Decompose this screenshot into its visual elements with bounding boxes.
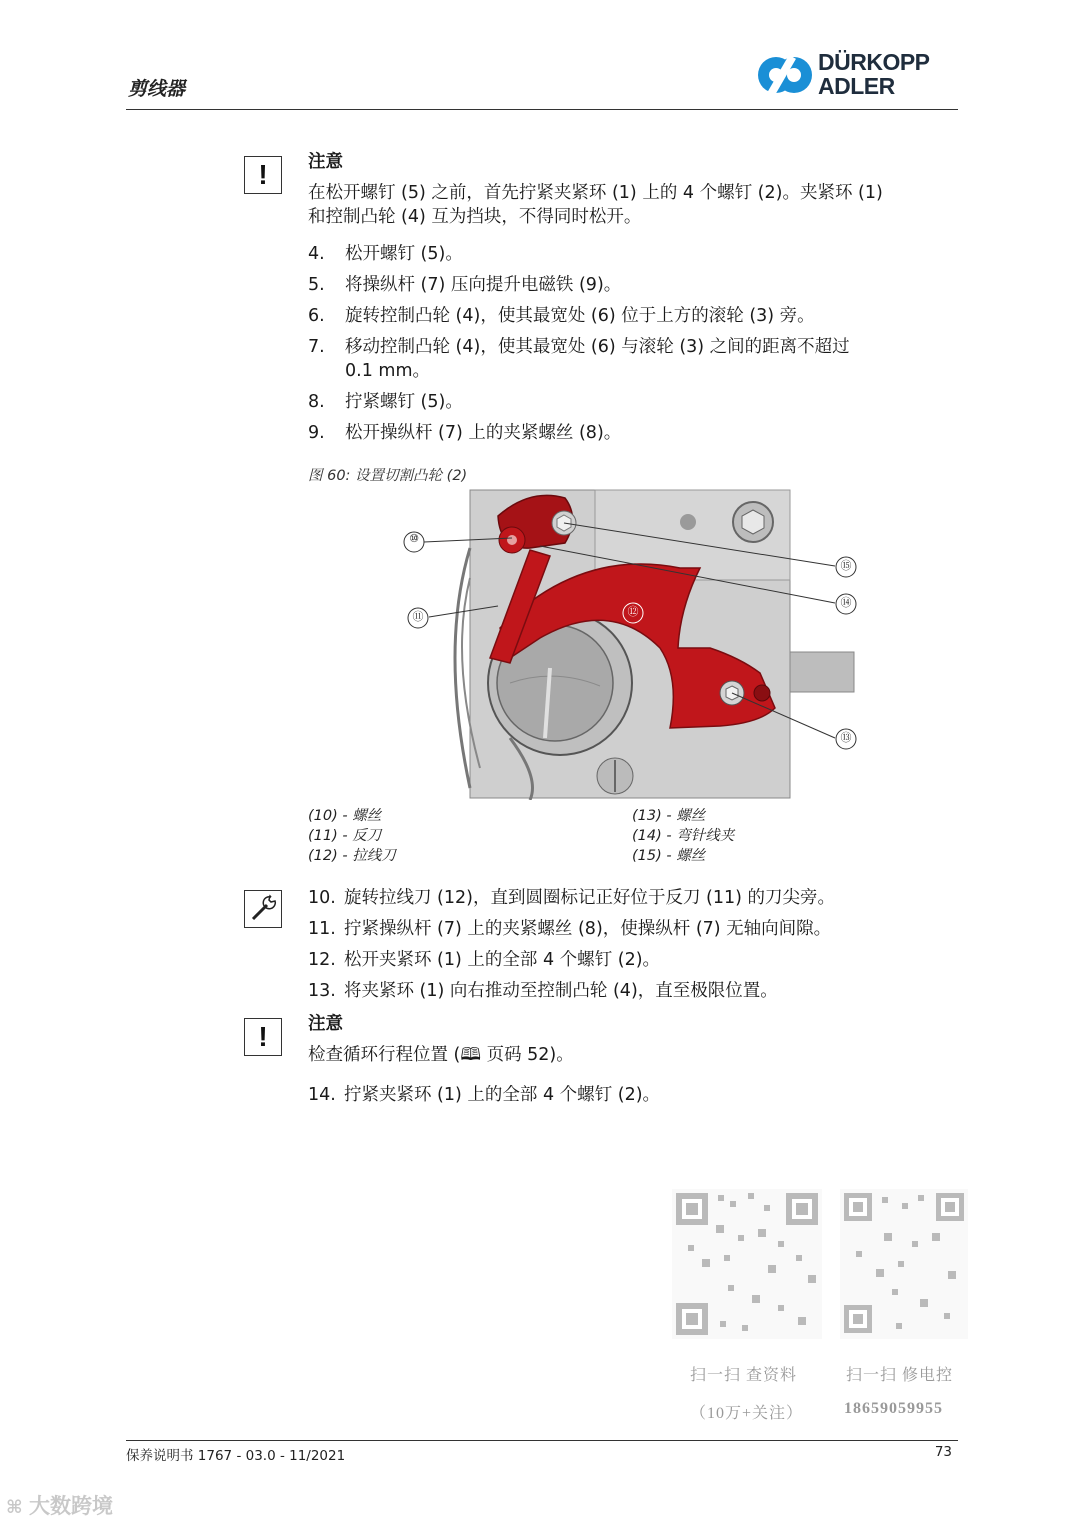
- legend-left: [308, 806, 396, 866]
- step-number: 6.: [308, 306, 325, 326]
- machine-diagram: [380, 488, 860, 800]
- step-item: [308, 917, 934, 941]
- step-item: [308, 948, 934, 972]
- warning-icon: !: [244, 156, 282, 194]
- step-item: [308, 273, 935, 297]
- step-item: [308, 421, 935, 445]
- logo-line1: DÜRKOPP: [818, 49, 930, 75]
- step-number: 5.: [308, 275, 325, 295]
- step-number: 14.: [308, 1085, 336, 1105]
- step-number: 13.: [308, 981, 336, 1001]
- document-id: 保养说明书 1767 - 03.0 - 11/2021: [126, 1448, 346, 1464]
- step-number: 8.: [308, 392, 325, 412]
- step-item: [308, 304, 935, 328]
- step-text: 旋转拉线刀 (12)，直到圆圈标记正好位于反刀 (11) 的刀尖旁。: [344, 888, 836, 908]
- step-item: [308, 886, 934, 910]
- legend-item: (11) - 反刀: [308, 828, 382, 844]
- callout-14-label: ⑭: [840, 596, 852, 609]
- qr-left-line2: （10万+关注）: [690, 1405, 804, 1422]
- book-icon: 🕮: [460, 1045, 482, 1065]
- step-item: [308, 390, 935, 414]
- step-text: 将操纵杆 (7) 压向提升电磁铁 (9)。: [345, 275, 622, 295]
- step-number: 11.: [308, 919, 336, 939]
- brand-logo: [756, 50, 952, 100]
- step-number: 10.: [308, 888, 336, 908]
- thread-trimmer-figure: [380, 488, 860, 800]
- callout-12-label: ⑫: [627, 605, 639, 618]
- note-title: 注意: [308, 152, 343, 172]
- logo-text: [818, 50, 930, 98]
- note-text-line1: 在松开螺钉 (5) 之前，首先拧紧夹紧环 (1) 上的 4 个螺钉 (2)。夹紧环 (1): [308, 183, 883, 203]
- section-title: 剪线器: [128, 78, 186, 100]
- page-header: [126, 40, 958, 110]
- qr-left-line1: 扫一扫 查资料: [690, 1367, 798, 1384]
- step-number: 9.: [308, 423, 325, 443]
- callout-11-label: ⑪: [412, 610, 424, 623]
- figure-caption: 图 60: 设置切割凸轮 (2): [308, 468, 468, 484]
- legend-right: [632, 806, 734, 866]
- step-text: 旋转控制凸轮 (4)，使其最宽处 (6) 位于上方的滚轮 (3) 旁。: [345, 306, 815, 326]
- step-item: [308, 1083, 934, 1107]
- step-text: 松开夹紧环 (1) 上的全部 4 个螺钉 (2)。: [344, 950, 661, 970]
- callout-15-label: ⑮: [840, 559, 852, 572]
- note-text: 检查循环行程位置 (🕮 页码 52)。: [308, 1045, 574, 1065]
- step-text: 将夹紧环 (1) 向右推动至控制凸轮 (4)，直至极限位置。: [344, 981, 778, 1001]
- step-text: 拧紧操纵杆 (7) 上的夹紧螺丝 (8)，使操纵杆 (7) 无轴向间隙。: [344, 919, 832, 939]
- step-number: 7.: [308, 337, 325, 357]
- step-text: 拧紧螺钉 (5)。: [345, 392, 463, 412]
- qr-right-line2: 18659059955: [844, 1400, 943, 1417]
- watermark: ⌘ 大数跨境: [6, 1494, 113, 1518]
- step-item: [308, 335, 935, 383]
- callout-10-label: ⑩: [409, 532, 419, 545]
- step-number: 12.: [308, 950, 336, 970]
- qr-code-icon: [668, 1185, 968, 1345]
- legend-item: (10) - 螺丝: [308, 808, 382, 824]
- qr-codes: [668, 1185, 968, 1425]
- logo-line2: ADLER: [818, 73, 895, 99]
- warning-icon: !: [244, 1018, 282, 1056]
- wrench-icon: [244, 890, 282, 928]
- step-text: 松开螺钉 (5)。: [345, 244, 463, 264]
- note-title: 注意: [308, 1014, 343, 1034]
- step-item: [308, 979, 934, 1003]
- legend-item: (15) - 螺丝: [632, 848, 706, 864]
- step-text: 移动控制凸轮 (4)，使其最宽处 (6) 与滚轮 (3) 之间的距离不超过: [345, 337, 850, 357]
- step-text-continued: 0.1 mm。: [345, 361, 430, 381]
- page-footer: [126, 1440, 958, 1464]
- callout-13-label: ⑬: [840, 731, 852, 744]
- step-number: 4.: [308, 244, 325, 264]
- legend-item: (13) - 螺丝: [632, 808, 706, 824]
- page-number: 73: [934, 1444, 952, 1460]
- watermark-logo-icon: ⌘: [6, 1497, 29, 1518]
- legend-item: (12) - 拉线刀: [308, 848, 396, 864]
- brand-mark-icon: [756, 50, 816, 100]
- qr-right-line1: 扫一扫 修电控: [846, 1367, 954, 1384]
- step-text: 拧紧夹紧环 (1) 上的全部 4 个螺钉 (2)。: [344, 1085, 661, 1105]
- legend-item: (14) - 弯针线夹: [632, 828, 735, 844]
- step-text: 松开操纵杆 (7) 上的夹紧螺丝 (8)。: [345, 423, 622, 443]
- step-item: [308, 242, 935, 266]
- note-text-line2: 和控制凸轮 (4) 互为挡块，不得同时松开。: [308, 207, 642, 227]
